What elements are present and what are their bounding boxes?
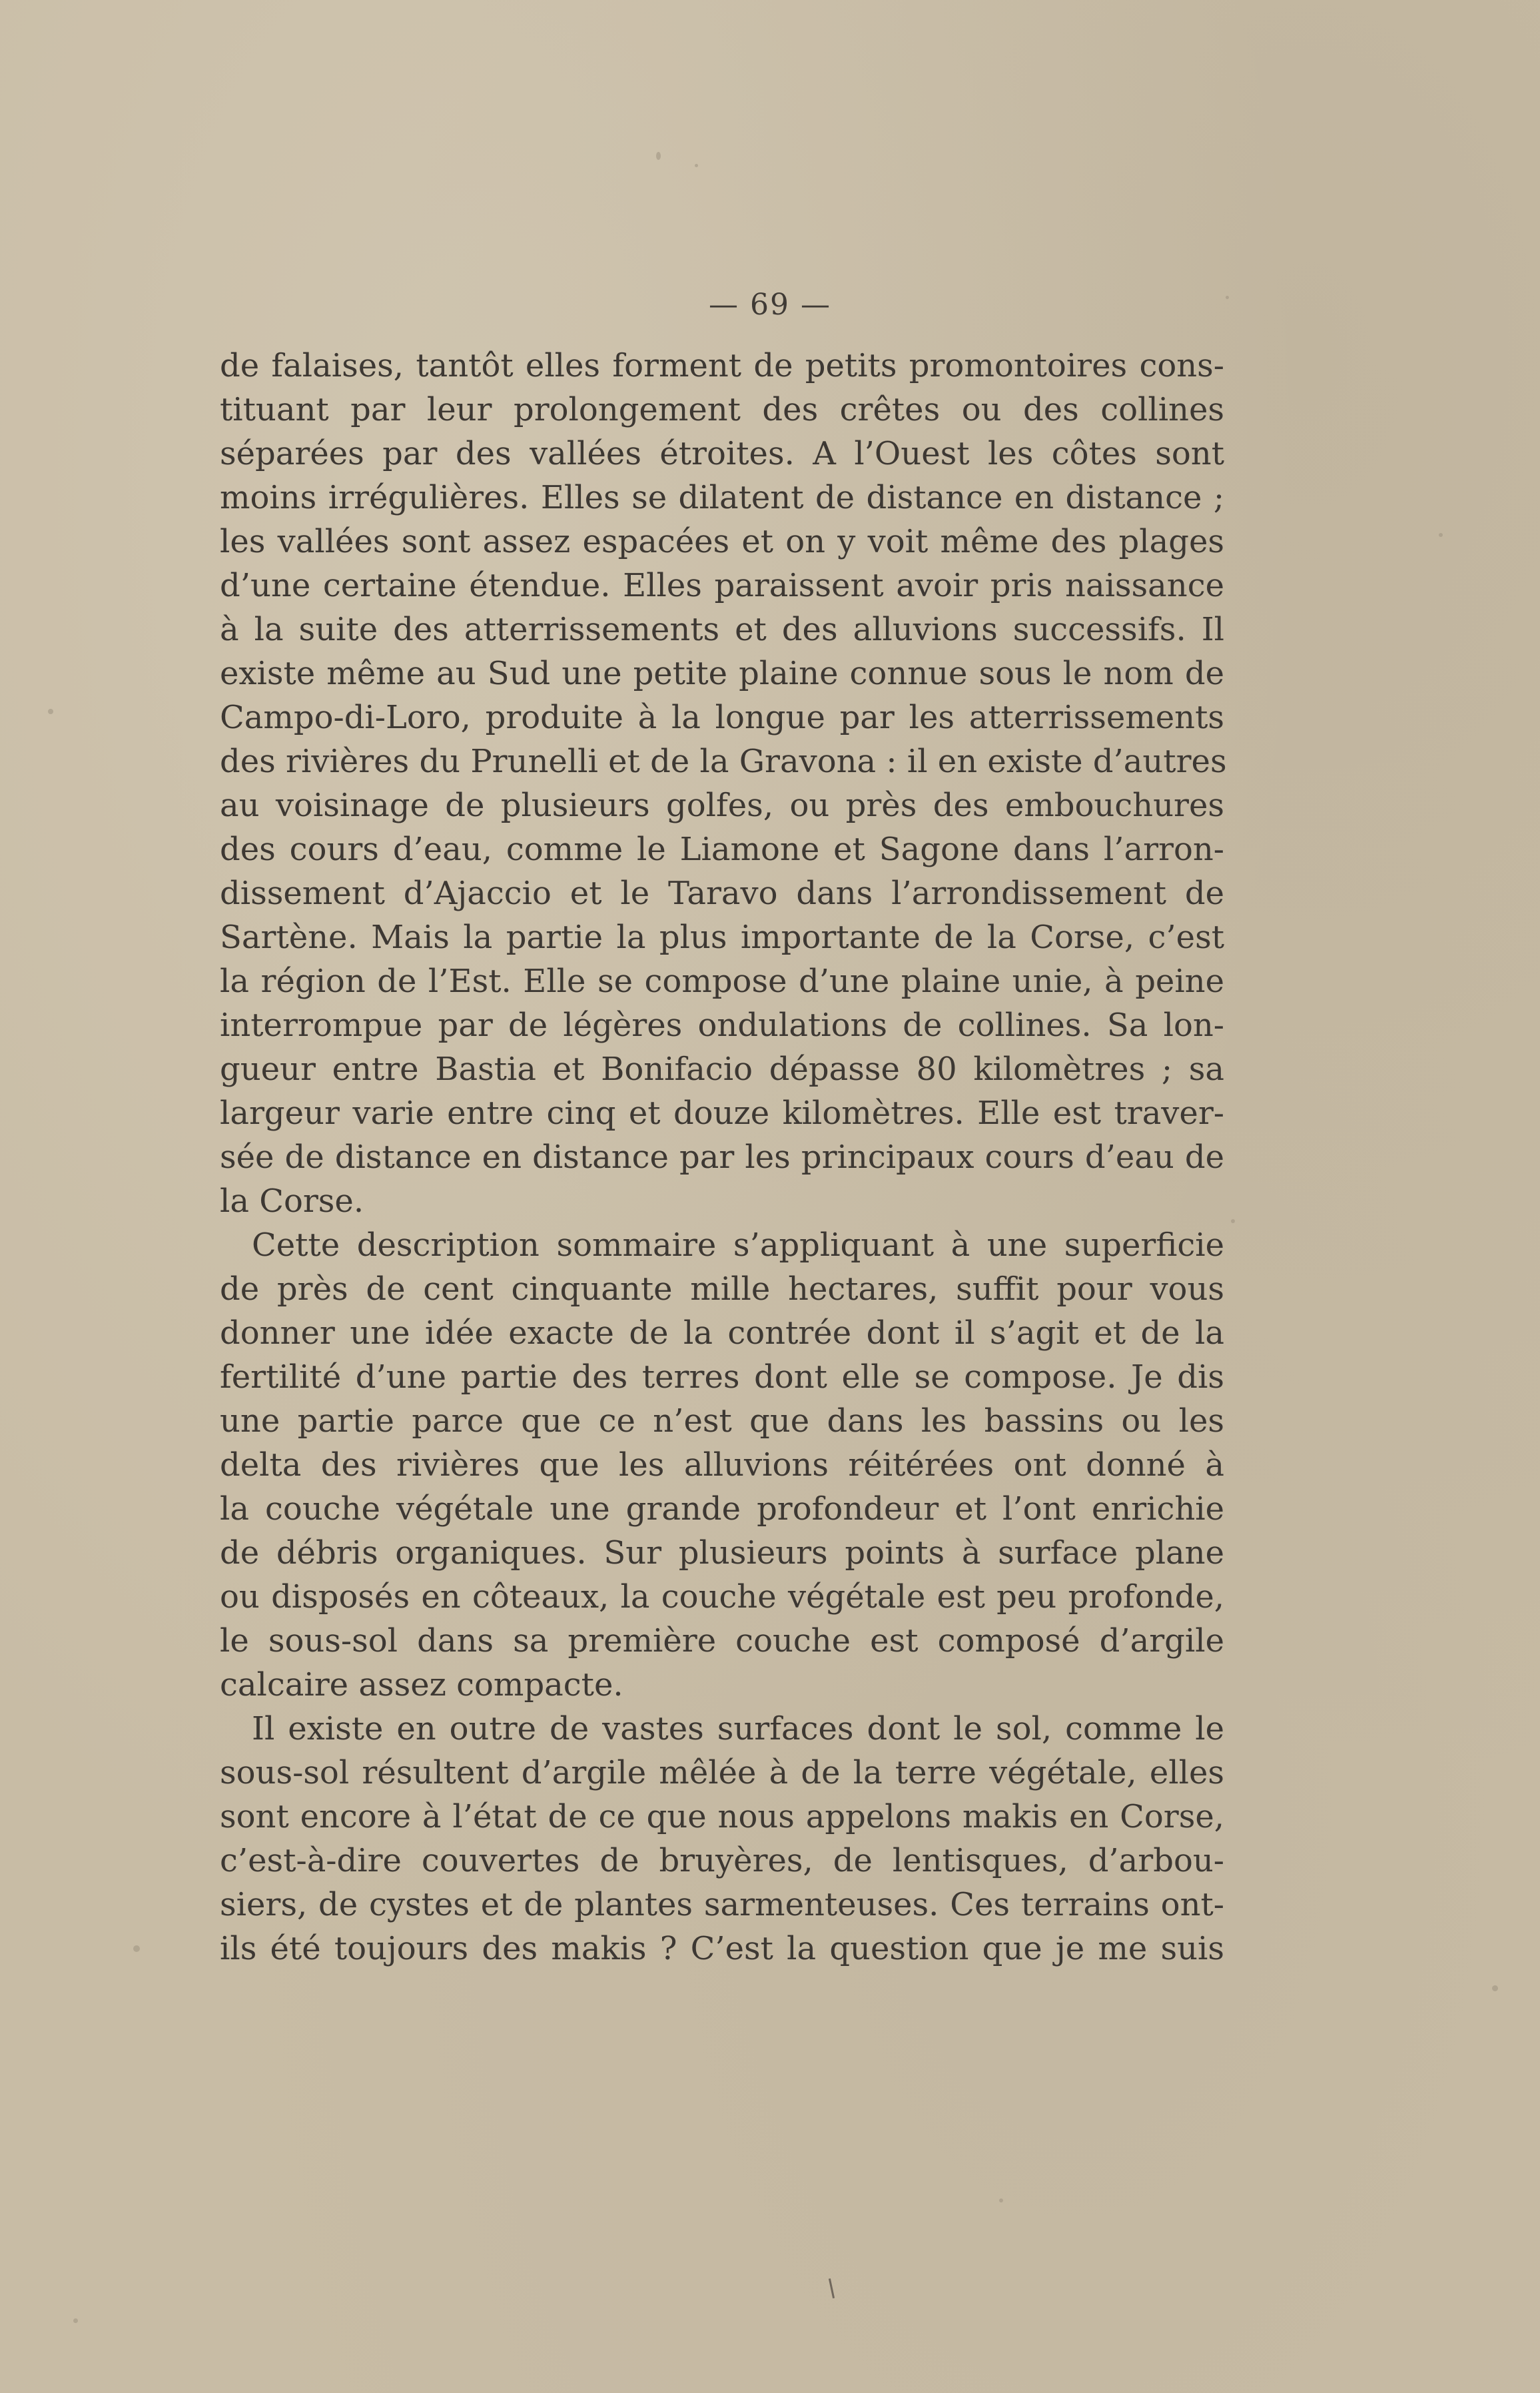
text-line: de débris organiques. Sur plusieurs points à surface plane <box>220 1534 1224 1572</box>
text-line: calcaire assez compacte. <box>220 1666 623 1703</box>
text-line: sont encore à l’état de ce que nous appelons makis en Corse, <box>220 1798 1224 1835</box>
text-line: d’une certaine étendue. Elles paraissent avoir pris naissance <box>220 567 1224 604</box>
text-line: interrompue par de légères ondulations de collines. Sa lon- <box>220 1007 1224 1044</box>
text-line: à la suite des atterrissements et des alluvions successifs. Il <box>220 611 1224 648</box>
paper-speck <box>48 709 53 714</box>
text-line: largeur varie entre cinq et douze kilomètres. Elle est traver- <box>220 1095 1224 1132</box>
text-line: la région de l’Est. Elle se compose d’une plaine unie, à peine <box>220 963 1224 1000</box>
text-line: sous-sol résultent d’argile mêlée à de la terre végétale, elles <box>220 1754 1224 1791</box>
body-text <box>220 344 1227 1971</box>
text-line: delta des rivières que les alluvions réitérées ont donné à <box>220 1446 1224 1484</box>
text-line: Il existe en outre de vastes surfaces dont le sol, comme le <box>252 1710 1224 1747</box>
paper-speck <box>656 152 661 160</box>
text-line: c’est-à-dire couvertes de bruyères, de lentisques, d’arbou- <box>220 1842 1224 1879</box>
text-line: une partie parce que ce n’est que dans les bassins ou les <box>220 1402 1224 1440</box>
text-line: gueur entre Bastia et Bonifacio dépasse 80 kilomètres ; sa <box>220 1051 1224 1088</box>
paper-speck <box>695 164 698 167</box>
page-number: — 69 — <box>709 288 831 322</box>
text-line: la Corse. <box>220 1183 364 1220</box>
paper-speck <box>1439 533 1443 537</box>
text-line: ils été toujours des makis ? C’est la question que je me suis <box>220 1930 1224 1967</box>
text-line: moins irrégulières. Elles se dilatent de distance en distance ; <box>220 479 1224 516</box>
text-line: séparées par des vallées étroites. A l’Ouest les côtes sont <box>220 435 1224 472</box>
text-line: les vallées sont assez espacées et on y voit même des plages <box>220 523 1224 560</box>
paper-speck <box>1231 1219 1235 1223</box>
text-line: au voisinage de plusieurs golfes, ou près des embouchures <box>220 787 1224 824</box>
text-line: des cours d’eau, comme le Liamone et Sagone dans l’arron- <box>220 831 1224 868</box>
text-line: fertilité d’une partie des terres dont elle se compose. Je dis <box>220 1358 1224 1396</box>
text-line: des rivières du Prunelli et de la Gravona : il en existe d’autres <box>220 743 1227 780</box>
text-line: la couche végétale une grande profondeur et l’ont enrichie <box>220 1490 1224 1528</box>
text-line: Sartène. Mais la partie la plus importante de la Corse, c’est <box>220 919 1224 956</box>
paper-speck <box>133 1945 140 1952</box>
text-line: Cette description sommaire s’appliquant à une superficie <box>252 1226 1224 1264</box>
text-line: ou disposés en côteaux, la couche végétale est peu profonde, <box>220 1578 1224 1616</box>
text-line: donner une idée exacte de la contrée dont il s’agit et de la <box>220 1314 1224 1352</box>
text-line: de près de cent cinquante mille hectares, suffit pour vous <box>220 1270 1224 1308</box>
text-line: de falaises, tantôt elles forment de petits promontoires cons- <box>220 347 1224 384</box>
text-line: tituant par leur prolongement des crêtes ou des collines <box>220 391 1224 428</box>
paper-speck <box>999 2198 1003 2202</box>
text-line: Campo-di-Loro, produite à la longue par les atterrissements <box>220 699 1224 736</box>
text-line: siers, de cystes et de plantes sarmenteuses. Ces terrains ont- <box>220 1886 1224 1923</box>
text-line: dissement d’Ajaccio et le Taravo dans l’arrondissement de <box>220 875 1224 912</box>
text-line: le sous-sol dans sa première couche est composé d’argile <box>220 1622 1224 1660</box>
paper-speck <box>1492 1985 1498 1991</box>
paper-speck <box>73 2318 78 2323</box>
text-line: existe même au Sud une petite plaine connue sous le nom de <box>220 655 1224 692</box>
text-line: sée de distance en distance par les principaux cours d’eau de <box>220 1139 1224 1176</box>
